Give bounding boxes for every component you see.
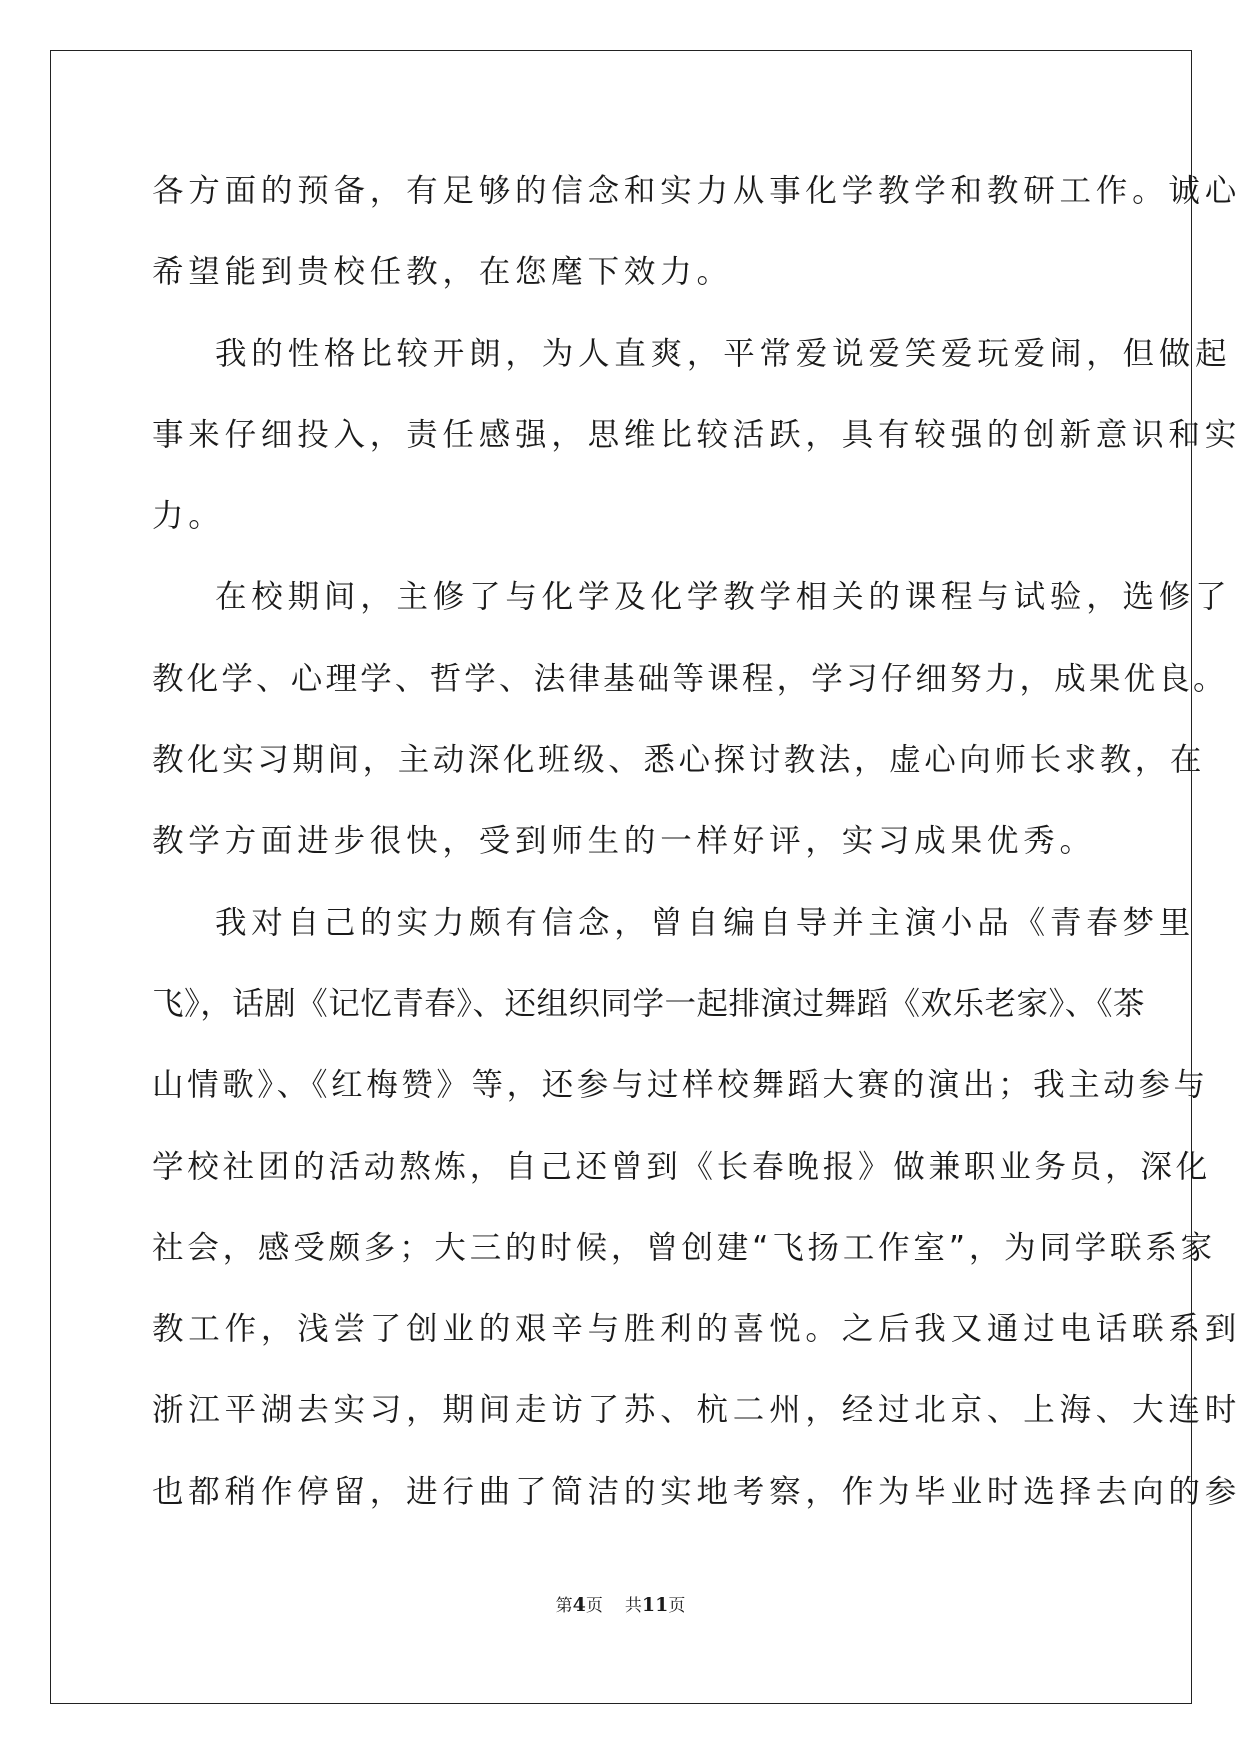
text-line: 教化学、心理学、哲学、法律基础等课程，学习仔细努力，成果优良。 bbox=[152, 660, 1228, 697]
text-line: 飞》，话剧《记忆青春》、还组织同学一起排演过舞蹈《欢乐老家》、《茶 bbox=[152, 985, 1146, 1022]
text-line: 事来仔细投入，责任感强，思维比较活跃，具有较强的创新意识和实 bbox=[152, 416, 1241, 453]
text-line: 学校社团的活动熬炼，自己还曾到《长春晚报》做兼职业务员，深化 bbox=[152, 1148, 1212, 1185]
document-body bbox=[152, 158, 1241, 1540]
current-page-number: 4 bbox=[572, 1594, 586, 1616]
text-line: 各方面的预备，有足够的信念和实力从事化学教学和教研工作。诚心 bbox=[152, 173, 1241, 209]
total-suffix: 页 bbox=[668, 1596, 686, 1616]
text-line: 山情歌》、《红梅赞》等，还参与过样校舞蹈大赛的演出；我主动参与 bbox=[152, 1067, 1209, 1104]
text-line: 社会，感受颇多；大三的时候，曾创建“飞扬工作室”，为同学联系家 bbox=[152, 1229, 1216, 1266]
text-line: 教工作，浅尝了创业的艰辛与胜利的喜悦。之后我又通过电话联系到 bbox=[152, 1311, 1241, 1348]
paragraph-first-line: 在校期间，主修了与化学及化学教学相关的课程与试验，选修了 bbox=[215, 579, 1232, 616]
total-page-number: 11 bbox=[641, 1594, 669, 1616]
text-line: 力。 bbox=[152, 498, 225, 535]
total-prefix: 共 bbox=[624, 1596, 642, 1616]
text-line: 浙江平湖去实习，期间走访了苏、杭二州，经过北京、上海、大连时 bbox=[152, 1392, 1241, 1429]
text-line: 教化实习期间，主动深化班级、悉心探讨教法，虚心向师长求教，在 bbox=[152, 742, 1206, 779]
text-line: 教学方面进步很快，受到师生的一样好评，实习成果优秀。 bbox=[152, 823, 1096, 860]
page-footer bbox=[0, 1593, 1241, 1618]
page-prefix: 第 bbox=[555, 1596, 573, 1616]
page-suffix: 页 bbox=[585, 1596, 603, 1616]
text-line: 也都稍作停留，进行曲了简洁的实地考察，作为毕业时选择去向的参 bbox=[152, 1473, 1241, 1510]
paragraph-first-line: 我对自己的实力颇有信念，曾自编自导并主演小品《青春梦里 bbox=[215, 904, 1196, 941]
paragraph-first-line: 我的性格比较开朗，为人直爽，平常爱说爱笑爱玩爱闹，但做起 bbox=[215, 335, 1232, 372]
text-line: 希望能到贵校任教，在您麾下效力。 bbox=[152, 254, 733, 291]
